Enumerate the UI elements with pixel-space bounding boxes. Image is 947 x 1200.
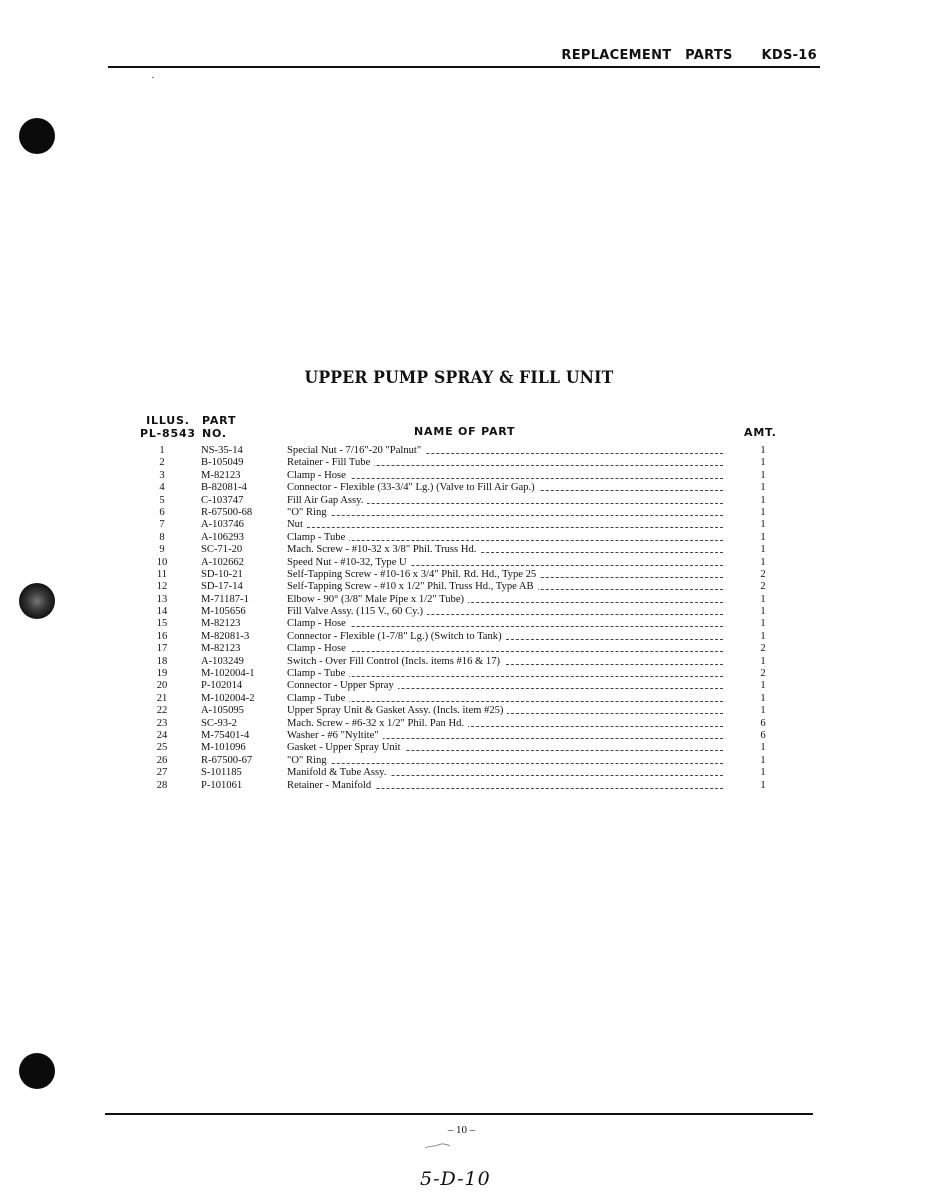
part-number: R-67500-67: [201, 754, 253, 766]
illus-number: 16: [156, 630, 168, 642]
part-name-cell: [287, 519, 723, 531]
part-number: M-101096: [201, 742, 246, 754]
part-amount: 2: [760, 581, 766, 593]
illus-number: 25: [156, 742, 168, 754]
column-header-name: NAME OF PART: [414, 425, 516, 438]
illus-number: 24: [156, 729, 168, 741]
illus-number: 9: [159, 544, 165, 556]
part-amount: 1: [760, 680, 766, 692]
page-number: – 10 –: [447, 1124, 476, 1136]
table-row: [0, 718, 947, 730]
column-header-illus: [140, 414, 196, 440]
table-row: [0, 507, 947, 519]
part-number: M-102004-2: [201, 692, 255, 704]
part-number: A-102662: [201, 556, 244, 568]
part-name-cell: [287, 730, 723, 742]
illus-number: 5: [159, 494, 165, 506]
illus-number: 1: [159, 445, 165, 456]
column-header-amt: AMT.: [744, 426, 777, 439]
part-name: Gasket - Upper Spray Unit: [287, 742, 405, 753]
part-name-cell: [287, 495, 723, 507]
table-row: [0, 755, 947, 767]
part-name-cell: [287, 767, 723, 779]
part-amount: 6: [760, 729, 766, 741]
dot-leader: [287, 527, 723, 528]
part-name: Clamp - Tube: [287, 532, 349, 543]
part-name: Elbow - 90° (3/8" Male Pipe x 1/2" Tube): [287, 594, 468, 605]
table-row: [0, 656, 947, 668]
illus-number: 26: [156, 754, 168, 766]
part-amount: 1: [760, 519, 766, 531]
dot-leader: [287, 515, 723, 516]
table-row: [0, 780, 947, 792]
part-name-cell: [287, 693, 723, 705]
table-row: [0, 519, 947, 531]
column-header-part-line2: NO.: [202, 427, 227, 440]
header-section: REPLACEMENT PARTS: [561, 48, 733, 63]
part-number: R-67500-68: [201, 506, 253, 518]
part-number: SD-10-21: [201, 568, 243, 580]
part-amount: 1: [760, 457, 766, 469]
table-row: [0, 557, 947, 569]
part-number: A-103249: [201, 655, 244, 667]
part-number: M-105656: [201, 606, 246, 618]
part-name: Switch - Over Fill Control (Incls. items #16 & 17): [287, 656, 504, 667]
part-name: Clamp - Hose: [287, 470, 350, 481]
part-name-cell: [287, 680, 723, 692]
table-row: [0, 544, 947, 556]
part-name: Fill Valve Assy. (115 V., 60 Cy.): [287, 606, 427, 617]
part-amount: 1: [760, 618, 766, 630]
page-title: UPPER PUMP SPRAY & FILL UNIT: [304, 368, 614, 388]
table-row: [0, 730, 947, 742]
part-number: B-82081-4: [201, 482, 247, 494]
illus-number: 12: [156, 581, 168, 593]
table-row: [0, 445, 947, 457]
binder-hole-bottom: [19, 1053, 55, 1089]
illus-number: 19: [156, 668, 168, 680]
part-name: Special Nut - 7/16"-20 "Palnut": [287, 445, 425, 456]
part-name: "O" Ring: [287, 507, 331, 518]
part-number: M-82123: [201, 618, 241, 630]
header-code: KDS-16: [761, 48, 817, 63]
illus-number: 13: [156, 593, 168, 605]
part-name-cell: [287, 656, 723, 668]
part-number: M-82123: [201, 469, 241, 481]
part-name-cell: [287, 482, 723, 494]
part-amount: 2: [760, 668, 766, 680]
part-name-cell: [287, 606, 723, 618]
part-name-cell: [287, 755, 723, 767]
illus-number: 21: [156, 692, 168, 704]
part-number: P-102014: [201, 680, 243, 692]
part-amount: 1: [760, 767, 766, 779]
table-row: [0, 742, 947, 754]
illus-number: 22: [156, 705, 168, 717]
table-row: [0, 457, 947, 469]
illus-number: 20: [156, 680, 168, 692]
part-amount: 1: [760, 482, 766, 494]
illus-number: 6: [159, 506, 165, 518]
table-row: [0, 594, 947, 606]
part-name: Washer - #6 "Nyltite": [287, 730, 383, 741]
part-name-cell: [287, 631, 723, 643]
part-number: NS-35-14: [201, 445, 243, 456]
illus-number: 17: [156, 643, 168, 655]
part-number: A-106293: [201, 531, 244, 543]
part-number: P-101061: [201, 779, 243, 791]
table-row: [0, 680, 947, 692]
dot-leader: [287, 478, 723, 479]
part-name: Clamp - Tube: [287, 668, 349, 679]
part-number: M-102004-1: [201, 668, 255, 680]
part-amount: 1: [760, 494, 766, 506]
part-amount: 1: [760, 630, 766, 642]
table-row: [0, 470, 947, 482]
illus-number: 10: [156, 556, 168, 568]
part-amount: 1: [760, 556, 766, 568]
illus-number: 4: [159, 482, 165, 494]
column-header-illus-line1: ILLUS.: [146, 414, 190, 427]
table-row: [0, 767, 947, 779]
part-amount: 1: [760, 754, 766, 766]
part-number: SD-17-14: [201, 581, 243, 593]
column-header-part-no: [202, 414, 236, 440]
part-number: SC-71-20: [201, 544, 243, 556]
part-number: A-105095: [201, 705, 244, 717]
part-amount: 1: [760, 531, 766, 543]
part-name-cell: [287, 581, 723, 593]
scan-speck: [152, 77, 154, 78]
part-amount: 6: [760, 717, 766, 729]
part-name: Connector - Flexible (33-3/4" Lg.) (Valve to Fill Air Gap.): [287, 482, 539, 493]
illus-number: 28: [156, 779, 168, 791]
part-name-cell: [287, 507, 723, 519]
illus-number: 3: [159, 469, 165, 481]
part-number: C-103747: [201, 494, 244, 506]
part-number: A-103746: [201, 519, 244, 531]
table-row: [0, 643, 947, 655]
part-name: Mach. Screw - #6-32 x 1/2" Phil. Pan Hd.: [287, 718, 468, 729]
column-header-part-line1: PART: [202, 414, 237, 427]
part-amount: 1: [760, 544, 766, 556]
part-name: Clamp - Tube: [287, 693, 349, 704]
dot-leader: [287, 676, 723, 677]
illus-number: 18: [156, 655, 168, 667]
table-row: [0, 569, 947, 581]
part-amount: 1: [760, 779, 766, 791]
part-name-cell: [287, 705, 723, 717]
illus-number: 11: [156, 568, 168, 580]
table-row: [0, 705, 947, 717]
illus-number: 23: [156, 717, 168, 729]
part-name-cell: [287, 569, 723, 581]
part-number: SC-93-2: [201, 717, 237, 729]
footer-rule: [105, 1113, 813, 1115]
illus-number: 15: [156, 618, 168, 630]
illus-number: 2: [159, 457, 165, 469]
part-name-cell: [287, 618, 723, 630]
part-name-cell: [287, 457, 723, 469]
part-name-cell: [287, 718, 723, 730]
dot-leader: [287, 651, 723, 652]
part-name: Retainer - Fill Tube: [287, 457, 374, 468]
part-amount: 1: [760, 692, 766, 704]
table-row: [0, 532, 947, 544]
part-amount: 2: [760, 643, 766, 655]
part-name: Self-Tapping Screw - #10 x 1/2" Phil. Truss Hd., Type AB: [287, 581, 538, 592]
part-name: Speed Nut - #10-32, Type U: [287, 557, 411, 568]
part-number: M-82123: [201, 643, 241, 655]
illus-number: 14: [156, 606, 168, 618]
column-header-illus-line2: PL-8543: [140, 427, 196, 440]
part-name-cell: [287, 445, 723, 457]
part-name: Upper Spray Unit & Gasket Assy. (Incls. item #25): [287, 705, 507, 716]
illus-number: 27: [156, 767, 168, 779]
part-name: Clamp - Hose: [287, 643, 350, 654]
table-row: [0, 482, 947, 494]
part-name: "O" Ring: [287, 755, 331, 766]
part-amount: 1: [760, 445, 766, 456]
part-name: Manifold & Tube Assy.: [287, 767, 390, 778]
parts-list: [0, 445, 947, 792]
part-name-cell: [287, 742, 723, 754]
part-name: Connector - Flexible (1-7/8" Lg.) (Switch to Tank): [287, 631, 506, 642]
part-name: Fill Air Gap Assy.: [287, 495, 367, 506]
table-row: [0, 606, 947, 618]
table-row: [0, 581, 947, 593]
part-name-cell: [287, 544, 723, 556]
part-number: S-101185: [201, 767, 242, 779]
part-number: M-82081-3: [201, 630, 250, 642]
part-name-cell: [287, 470, 723, 482]
part-amount: 1: [760, 742, 766, 754]
illus-number: 7: [159, 519, 165, 531]
part-amount: 1: [760, 606, 766, 618]
part-number: M-75401-4: [201, 729, 250, 741]
part-name-cell: [287, 532, 723, 544]
illus-number: 8: [159, 531, 165, 543]
part-name-cell: [287, 780, 723, 792]
part-name: Connector - Upper Spray: [287, 680, 398, 691]
table-row: [0, 495, 947, 507]
part-name: Mach. Screw - #10-32 x 3/8" Phil. Truss Hd.: [287, 544, 480, 555]
table-row: [0, 631, 947, 643]
table-row: [0, 693, 947, 705]
part-amount: 2: [760, 568, 766, 580]
page-header: [561, 48, 817, 63]
part-name: Retainer - Manifold: [287, 780, 375, 791]
dot-leader: [287, 540, 723, 541]
binder-hole-top: [19, 118, 55, 154]
part-amount: 1: [760, 655, 766, 667]
header-rule: [108, 66, 820, 68]
part-name-cell: [287, 557, 723, 569]
table-row: [0, 618, 947, 630]
part-amount: 1: [760, 506, 766, 518]
part-name-cell: [287, 594, 723, 606]
part-amount: 1: [760, 593, 766, 605]
dot-leader: [287, 701, 723, 702]
pencil-scribble: [424, 1142, 456, 1150]
part-number: B-105049: [201, 457, 244, 469]
table-row: [0, 668, 947, 680]
part-name: Clamp - Hose: [287, 618, 350, 629]
part-name: Self-Tapping Screw - #10-16 x 3/4" Phil. Rd. Hd., Type 25: [287, 569, 540, 580]
dot-leader: [287, 763, 723, 764]
part-name-cell: [287, 643, 723, 655]
part-amount: 1: [760, 705, 766, 717]
part-name-cell: [287, 668, 723, 680]
part-amount: 1: [760, 469, 766, 481]
part-name: Nut: [287, 519, 307, 530]
dot-leader: [287, 626, 723, 627]
handwritten-page-ref: 5-D-10: [420, 1168, 491, 1190]
part-number: M-71187-1: [201, 593, 249, 605]
